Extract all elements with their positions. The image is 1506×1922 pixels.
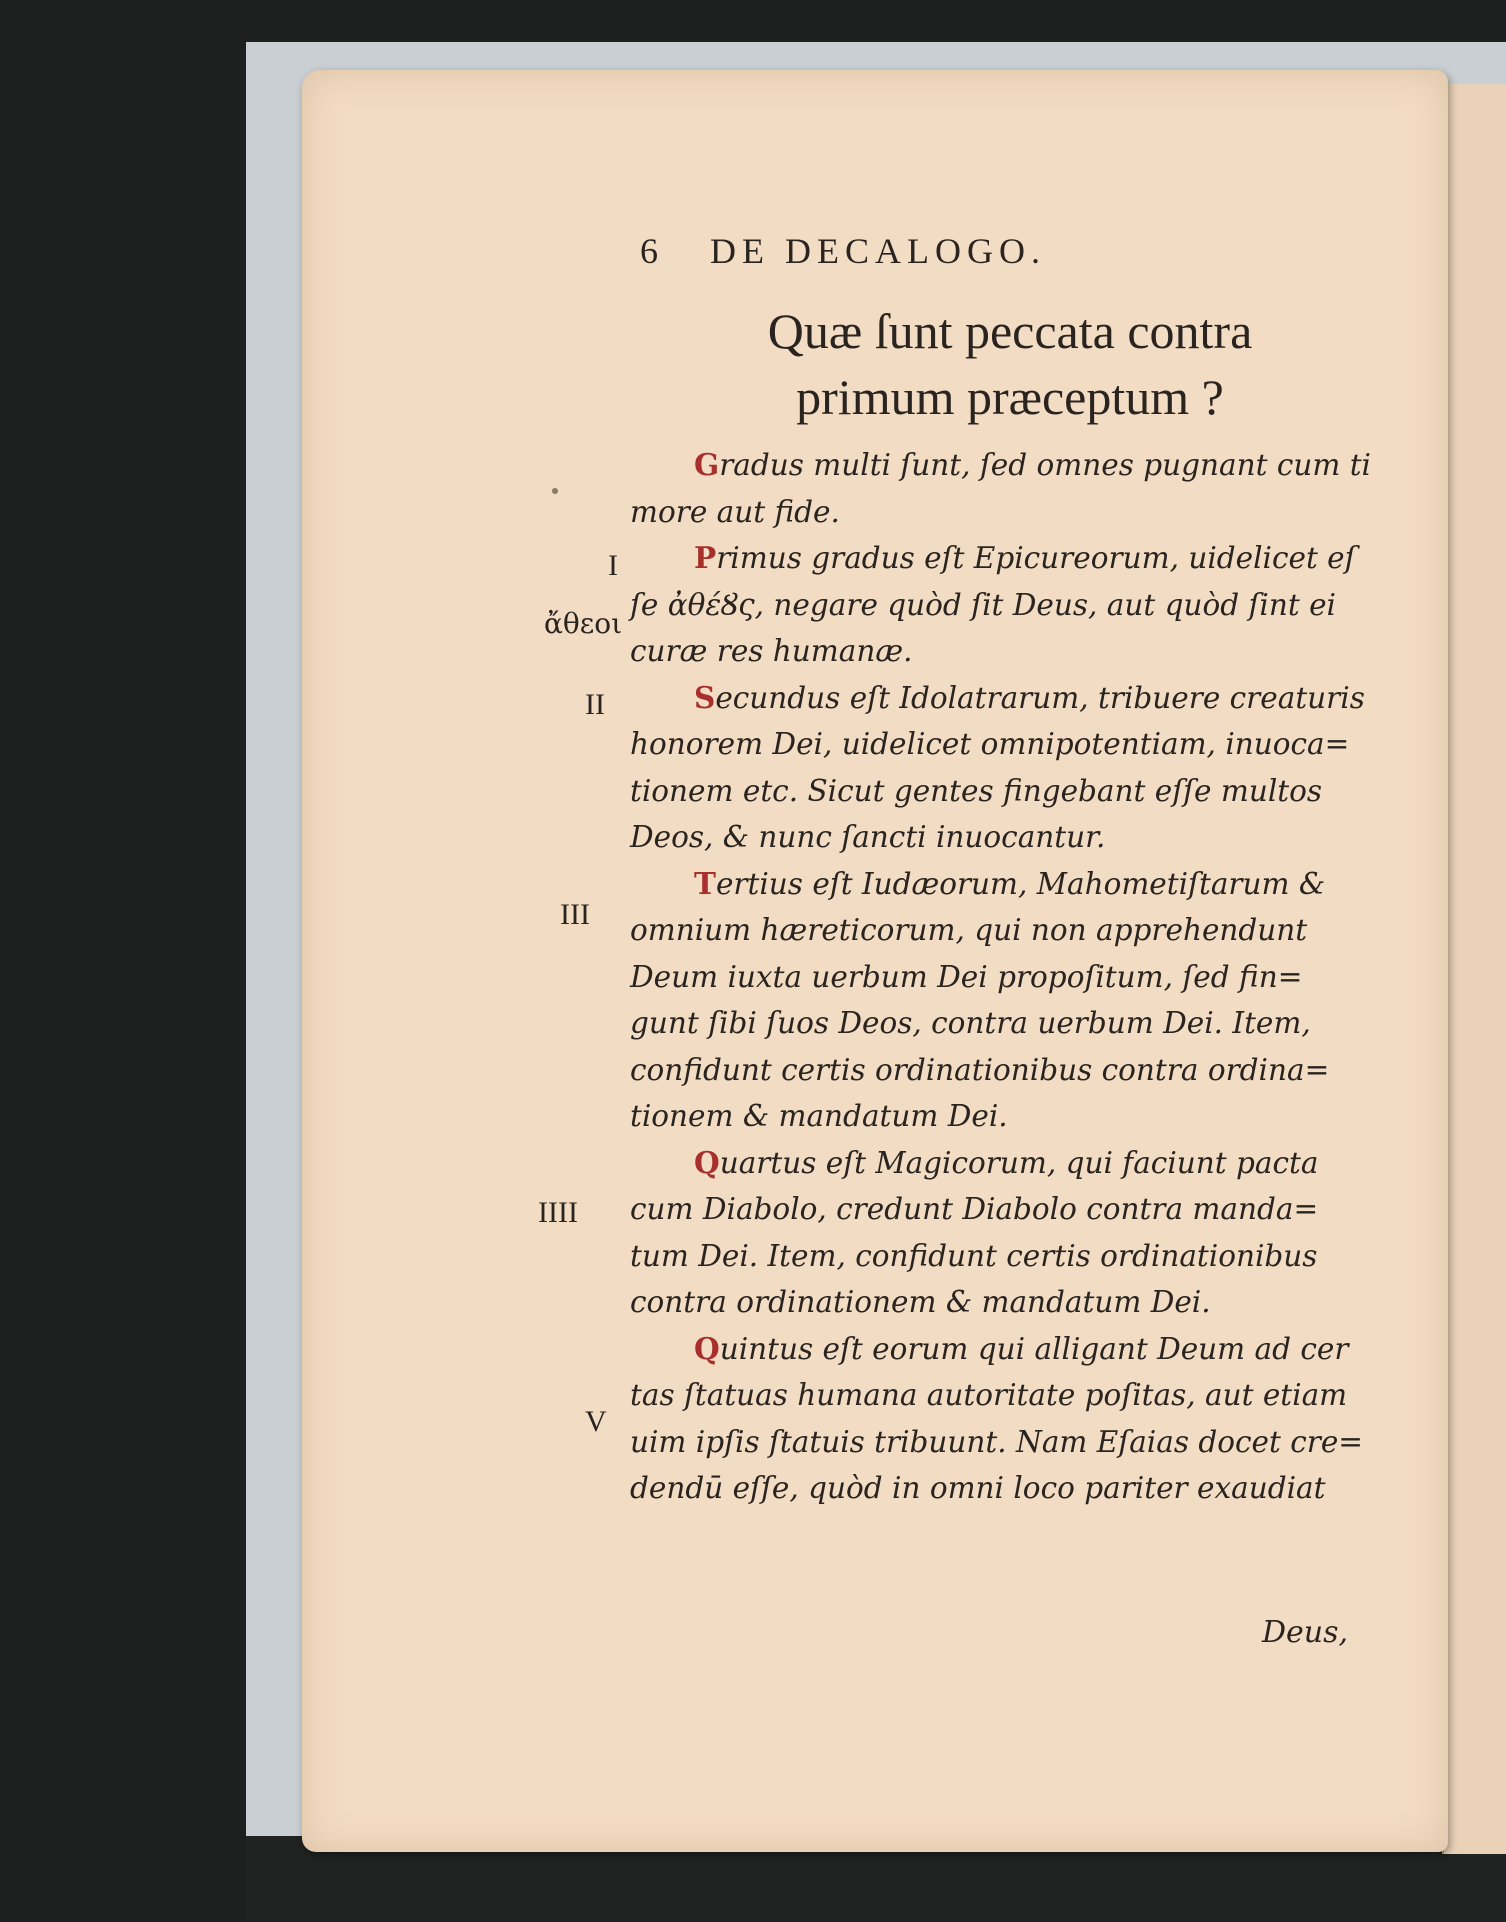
margin-numeral-2: II <box>585 688 605 721</box>
margin-numeral-4: IIII <box>538 1196 578 1229</box>
text-line: tionem etc. Sicut gentes fingebant eſſe multos <box>630 773 1323 808</box>
margin-mark <box>552 488 558 494</box>
text-line: uintus eſt eorum qui alligant Deum ad cer <box>719 1331 1349 1366</box>
paragraph-2 <box>630 675 1370 861</box>
text-line: uim ipſis ſtatuis tribuunt. Nam Eſaias docet cre= <box>630 1424 1364 1459</box>
text-line: radus multi ſunt, ſed omnes pugnant cum ti <box>719 448 1371 482</box>
text-line: gunt ſibi ſuos Deos, contra uerbum Dei. Item, <box>630 1006 1311 1040</box>
paragraph-intro <box>630 442 1370 535</box>
text-line: ſe ἀθέȢς, negare quòd ſit Deus, aut quòd ſint ei <box>630 587 1336 622</box>
margin-numeral-3: III <box>560 898 590 931</box>
text-line: rimus gradus eſt Epicureorum, uidelicet eſ <box>716 541 1356 575</box>
text-line: tas ſtatuas humana autoritate poſitas, aut etiam <box>630 1378 1348 1412</box>
rubric-initial: Q <box>694 1144 720 1180</box>
rubric-initial: T <box>694 865 716 901</box>
facing-page-edge <box>1442 84 1506 1854</box>
paragraph-1 <box>630 535 1370 675</box>
text-line: Deum iuxta uerbum Dei propoſitum, ſed fin= <box>630 959 1303 994</box>
margin-numeral-5: V <box>585 1405 607 1438</box>
catchword: Deus, <box>1262 1615 1349 1650</box>
text-line: contra ordinationem & mandatum Dei. <box>630 1285 1211 1319</box>
heading-line-2: primum præceptum ? <box>796 369 1224 425</box>
folio-number: 6 <box>640 231 664 271</box>
text-line: cum Diabolo, credunt Diabolo contra manda= <box>630 1192 1319 1226</box>
page-body-text <box>630 442 1370 1512</box>
text-line: more aut fide. <box>630 494 840 529</box>
header-title: DE DECALOGO. <box>710 231 1046 271</box>
text-line: honorem Dei, uidelicet omnipotentiam, inuoca= <box>630 727 1350 761</box>
paragraph-3 <box>630 861 1370 1140</box>
text-line: omnium hæreticorum, qui non apprehendunt <box>630 913 1308 947</box>
rubric-initial: S <box>694 679 716 715</box>
text-line: tum Dei. Item, confidunt certis ordinationibus <box>630 1238 1318 1273</box>
text-line: dendū eſſe, quòd in omni loco pariter exaudiat <box>630 1471 1326 1505</box>
heading-line-1: Quæ ſunt peccata contra <box>767 303 1253 359</box>
text-line: ecundus eſt Idolatrarum, tribuere creaturis <box>715 680 1365 715</box>
rubric-initial: Q <box>694 1330 720 1366</box>
rubric-initial: G <box>694 447 720 482</box>
paragraph-5 <box>630 1326 1370 1512</box>
text-line: Deos, & nunc ſancti inuocantur. <box>630 820 1106 854</box>
text-line: curæ res humanæ. <box>630 634 913 668</box>
text-line: uartus eſt Magicorum, qui faciunt pacta <box>719 1145 1319 1180</box>
text-line: confidunt certis ordinationibus contra ordina= <box>630 1052 1330 1087</box>
text-line: tionem & mandatum Dei. <box>630 1099 1008 1133</box>
paragraph-4 <box>630 1140 1370 1326</box>
rubric-initial: P <box>694 540 717 575</box>
section-heading <box>690 298 1330 430</box>
running-header <box>640 230 1260 280</box>
greek-marginal-gloss: ἄθεοι <box>544 607 623 640</box>
text-line: ertius eſt Iudæorum, Mahometiſtarum & <box>715 866 1326 901</box>
margin-numeral-1: I <box>608 549 618 582</box>
